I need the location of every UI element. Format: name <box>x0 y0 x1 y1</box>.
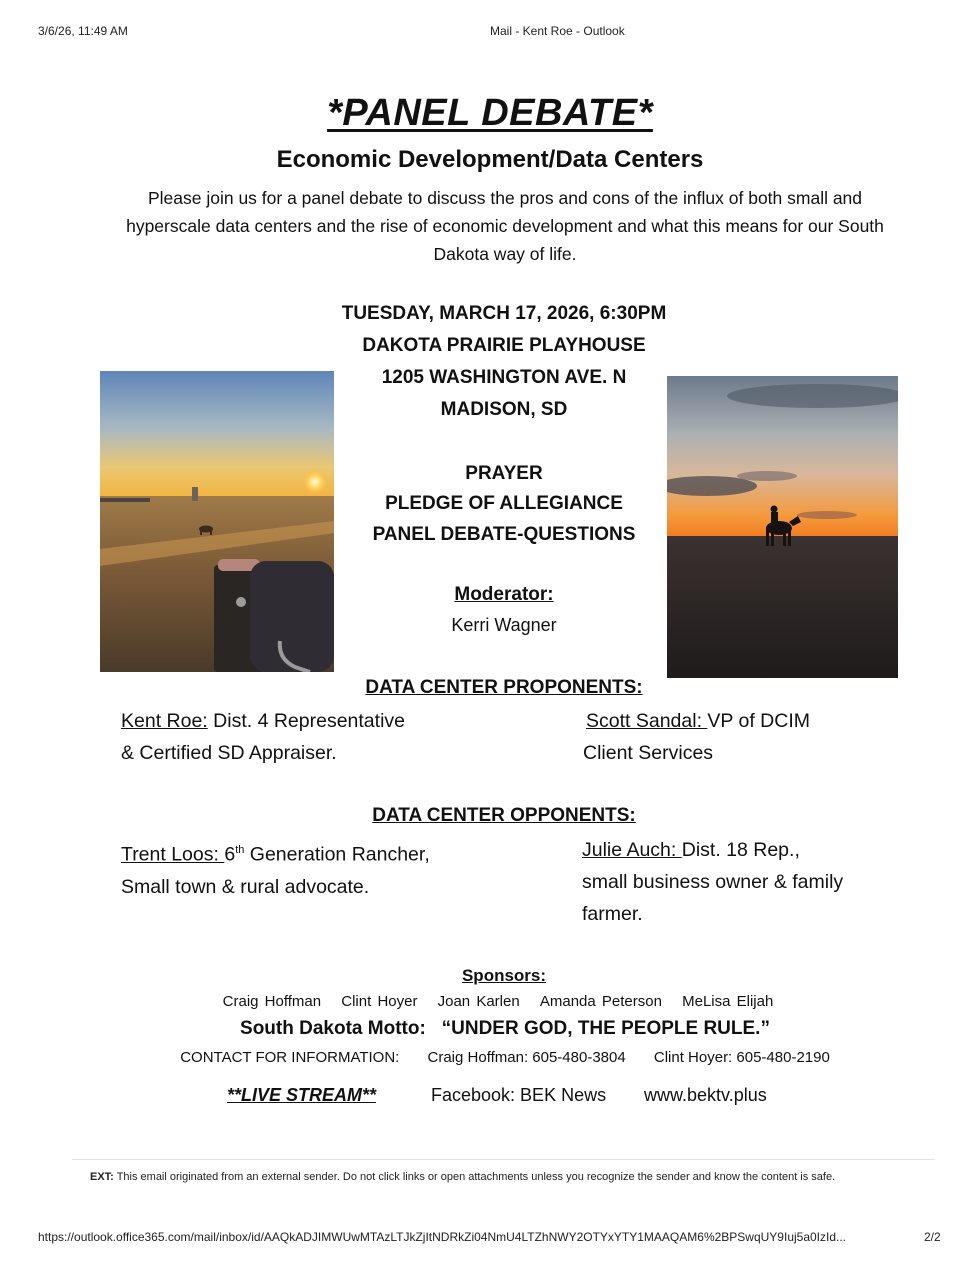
live-stream-label: **LIVE STREAM** <box>227 1085 377 1105</box>
proponent-name: Kent Roe: <box>121 710 208 732</box>
photo-right-horse-rider-sunset <box>667 376 898 678</box>
opponent-julie-auch: Julie Auch: Dist. 18 Rep., small business owner & family farmer. <box>582 839 844 925</box>
opponent-trent-loos: Trent Loos: 6th Generation Rancher, Small town & rural advocate. <box>121 843 430 898</box>
flyer-subtitle: Economic Development/Data Centers <box>276 146 704 173</box>
divider <box>72 1159 934 1160</box>
sponsor-name: Clint Hoyer <box>341 993 418 1010</box>
print-page-title: Mail - Kent Roe - Outlook <box>490 24 625 38</box>
sponsor-name: Amanda Peterson <box>539 993 662 1010</box>
print-datetime: 3/6/26, 11:49 AM <box>38 24 128 38</box>
program-item: PRAYER <box>465 463 543 484</box>
opponents-heading: DATA CENTER OPPONENTS: <box>372 805 636 826</box>
event-city: MADISON, SD <box>440 399 568 420</box>
flyer-intro: Please join us for a panel debate to discuss the pros and cons of the influx of both small and hyperscale data centers and the rise of economic development and what this means for our South Dakota way of life. <box>126 188 884 264</box>
state-motto: South Dakota Motto: “UNDER GOD, THE PEOPLE RULE.” <box>240 1018 770 1039</box>
sponsor-name: Joan Karlen <box>437 993 520 1010</box>
program-item: PLEDGE OF ALLEGIANCE <box>385 493 623 514</box>
sponsors-list <box>0 993 980 1010</box>
sponsor-name: MeLisa Elijah <box>682 993 774 1010</box>
opponent-name: Julie Auch: <box>582 839 682 861</box>
external-sender-notice: EXT: This email originated from an external sender. Do not click links or open attachments unless you recognize the sender and know the content is safe. <box>90 1171 836 1183</box>
proponent-name: Scott Sandal: <box>586 710 708 732</box>
sponsors-heading: Sponsors: <box>461 966 547 985</box>
contact-entry: Clint Hoyer: 605-480-2190 <box>653 1049 830 1066</box>
contact-info: CONTACT FOR INFORMATION: Craig Hoffman: 605-480-3804 Clint Hoyer: 605-480-2190 <box>180 1049 830 1066</box>
live-stream-website[interactable]: www.bektv.plus <box>644 1085 767 1105</box>
proponents-heading: DATA CENTER PROPONENTS: <box>365 677 643 698</box>
proponent-kent-roe: Kent Roe: Dist. 4 Representative & Certified SD Appraiser. <box>121 710 405 764</box>
event-venue: DAKOTA PRAIRIE PLAYHOUSE <box>362 335 646 356</box>
moderator-name: Kerri Wagner <box>451 615 557 635</box>
horse-rider-silhouette-image-icon <box>667 376 898 678</box>
live-stream-facebook: Facebook: BEK News <box>431 1085 607 1105</box>
moderator-heading: Moderator: <box>454 584 554 605</box>
sunset-prairie-image-icon <box>100 371 334 672</box>
event-address: 1205 WASHINGTON AVE. N <box>381 367 627 388</box>
event-datetime: TUESDAY, MARCH 17, 2026, 6:30PM <box>341 303 667 324</box>
photo-left-sunset-prairie <box>100 371 334 672</box>
sponsor-name: Craig Hoffman <box>222 993 322 1010</box>
print-page-number: 2/2 <box>924 1230 941 1244</box>
proponent-scott-sandal: Scott Sandal: VP of DCIM Client Services <box>583 710 811 764</box>
contact-entry: Craig Hoffman: 605-480-3804 <box>427 1049 626 1066</box>
program-item: PANEL DEBATE-QUESTIONS <box>372 524 636 545</box>
opponent-name: Trent Loos: <box>121 843 225 866</box>
print-url: https://outlook.office365.com/mail/inbox/id/AAQkADJIMWUwMTAzLTJkZjItNDRkZi04NmU4LTZhNWY2OTYxYTY1MAAQAM6%2BPSwqUY9Iuj5a0IzId... <box>38 1230 847 1244</box>
flyer-title: *PANEL DEBATE* <box>327 92 653 134</box>
